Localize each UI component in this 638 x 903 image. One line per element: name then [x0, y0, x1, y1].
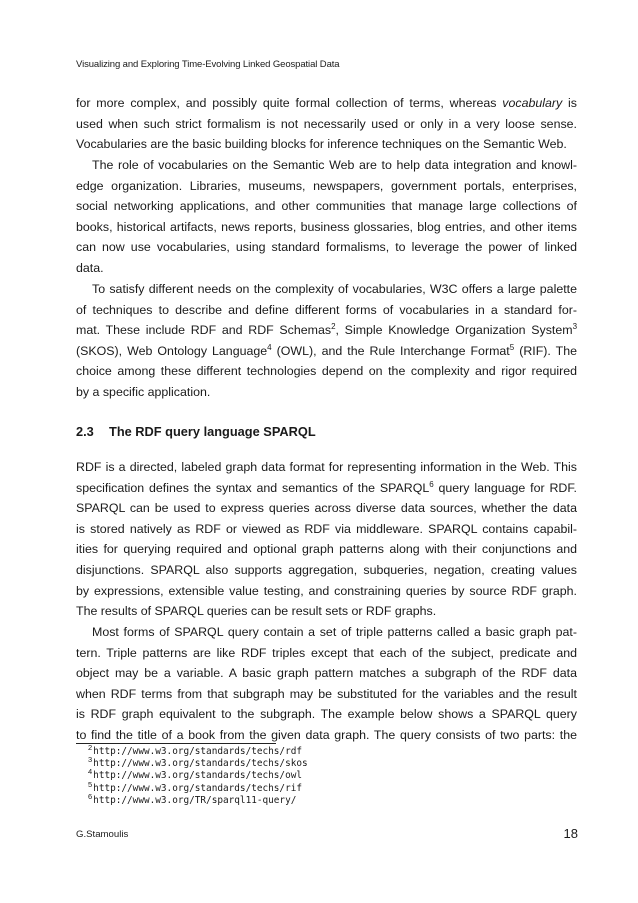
running-header: Visualizing and Exploring Time-Evolving Linked Geospatial Data [76, 59, 340, 70]
text-line: choice among these different technologies depend on the complexity and rigor required [76, 364, 577, 379]
text-line: is RDF graph equivalent to the subgraph. The example below shows a SPARQL query [76, 707, 577, 722]
text-line: edge organization. Libraries, museums, newspapers, government portals, enterprises, [76, 178, 577, 193]
text-line: books, historical artifacts, news reports, business glossaries, blog entries, and other items [76, 219, 577, 234]
text-line: specification defines the syntax and semantics of the SPARQL$^6$ query language for RDF. [76, 479, 577, 495]
text-line: To satisfy different needs on the complexity of vocabularies, W3C offers a large palette [92, 282, 577, 296]
text-line: Vocabularies are the basic building blocks for inference techniques on the Semantic Web. [76, 137, 567, 152]
paragraph-vocabulary-role [76, 155, 577, 279]
footnote-link[interactable]: http://www.w3.org/standards/techs/skos [93, 758, 308, 770]
text-line: Most forms of SPARQL query contain a set of triple patterns called a basic graph pat- [92, 625, 577, 639]
paragraph-vocabulary-definition [76, 93, 577, 155]
footnote: $^3$http://www.w3.org/standards/techs/skos [88, 755, 308, 770]
text-line: by a specific application. [76, 384, 211, 399]
text-line: SPARQL can be used to express queries across diverse data sources, whether the data [76, 501, 577, 516]
footnote-ref: 6 [429, 479, 434, 489]
text-line: tern. Triple patterns are like RDF triples except that each of the subject, predicate and [76, 645, 577, 660]
text-line: object may be a variable. A basic graph pattern matches a subgraph of the RDF data [76, 666, 577, 681]
text-line: RDF is a directed, labeled graph data format for representing information in the Web. This [76, 460, 577, 474]
section-number: 2.3 [76, 424, 94, 439]
text-line: for more complex, and possibly quite formal collection of terms, whereas vocabulary is [76, 96, 577, 110]
footnote-link[interactable]: http://www.w3.org/standards/techs/rdf [93, 746, 303, 757]
footer-author: G.Stamoulis [76, 829, 129, 840]
footnote-link[interactable]: http://www.w3.org/TR/sparql11-query/ [93, 794, 297, 806]
text-line: of techniques to describe and define different forms of vocabularies in a standard for- [76, 302, 577, 317]
paragraph-rdf-sparql [76, 457, 577, 622]
text-line: used when such strict formalism is not necessarily used or only in a very loose sense. [76, 116, 577, 131]
footnote-link[interactable]: http://www.w3.org/standards/techs/rif [93, 782, 303, 794]
footnote: $^4$http://www.w3.org/standards/techs/owl [88, 767, 303, 782]
footnote: $^5$http://www.w3.org/standards/techs/rif [88, 779, 303, 794]
text-line: The role of vocabularies on the Semantic Web are to help data integration and knowl- [92, 158, 577, 172]
paragraph-triple-patterns [76, 622, 577, 746]
paragraph-w3c-techniques [76, 279, 577, 403]
footnote-ref: 3 [572, 322, 578, 332]
text-line: mat. These include RDF and RDF Schemas$^2$, Simple Knowledge Organization System$^3$ [76, 322, 578, 338]
page-number: 18 [563, 826, 578, 841]
footnote-ref: 5 [509, 342, 515, 352]
footnote-link[interactable]: http://www.w3.org/standards/techs/owl [93, 770, 303, 782]
section-title: The RDF query language SPARQL [109, 424, 316, 439]
text-line: can now use vocabularies, using standard formalisms, to leverage the power of linked [76, 240, 577, 255]
text-line: ities for querying required and optional graph patterns along with their conjunctions and [76, 542, 577, 557]
footnote-ref: 4 [267, 342, 272, 352]
footnotes [76, 743, 308, 807]
text-line: disjunctions. SPARQL also supports aggregation, subqueries, negation, creating values [76, 562, 577, 577]
text-line: social networking applications, and other communities that manage large collections of [76, 199, 577, 214]
text-line: when RDF terms from that subgraph may be substituted for the variables and the result [76, 686, 577, 701]
section-heading [76, 424, 316, 439]
footnote: $^6$http://www.w3.org/TR/sparql11-query/ [88, 791, 297, 806]
text-line: by expressions, extensible value testing, and constraining queries by source RDF graph. [76, 583, 577, 598]
text-line: is stored natively as RDF or viewed as RDF via middleware. SPARQL contains capabil- [76, 521, 577, 536]
text-line: to find the title of a book from the given data graph. The query consists of two parts: the [76, 727, 577, 742]
text-line: The results of SPARQL queries can be result sets or RDF graphs. [76, 604, 437, 619]
footnote-ref: 2 [331, 322, 336, 332]
text-line: (SKOS), Web Ontology Language$^4$ (OWL), and the Rule Interchange Format$^5$ (RIF). The [76, 342, 578, 358]
footnote: $^2$http://www.w3.org/standards/techs/rdf [88, 743, 303, 757]
footnote-divider [76, 743, 276, 744]
text-line: data. [76, 260, 104, 275]
